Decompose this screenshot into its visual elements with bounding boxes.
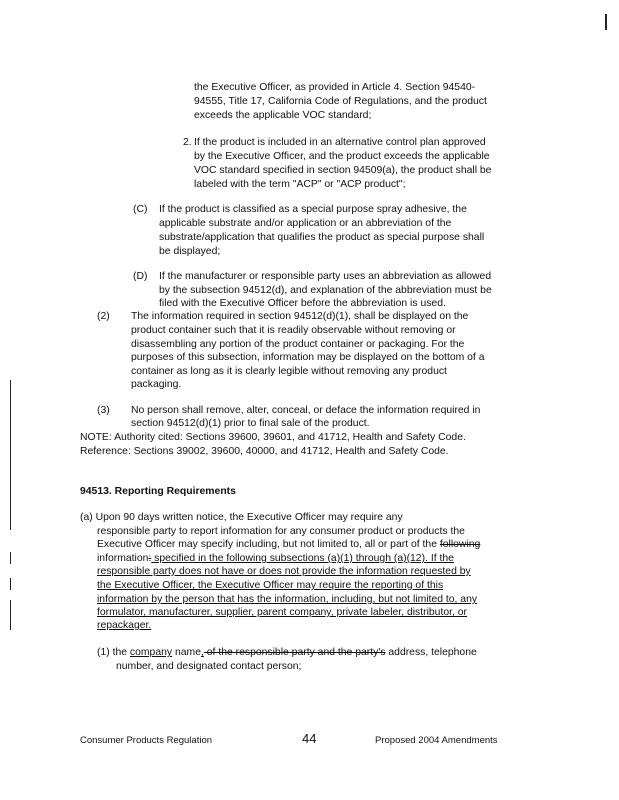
para-a-line-9: repackager. [97,620,152,631]
item-2-line-2: by the Executive Officer, and the product exceeds the applicable [194,151,490,162]
para-a1-line-1 [97,646,477,659]
article-cont-line-1: the Executive Officer, as provided in Article 4. Section 94540- [194,82,476,93]
scan-mark [605,14,607,30]
article-cont-line-3: exceeds the applicable VOC standard; [194,110,372,121]
item-c-line-2: applicable substrate and/or application or an abbreviation of the [159,218,452,229]
para-a-line-5: responsible party does not have or does not provide the information requested by [97,566,471,577]
sub-3-line-2: section 94512(d)(1) prior to final sale of the product. [131,418,370,429]
para-a-line-3-text: Executive Officer may specify including, but not limited to, all or part of the [97,539,437,550]
article-cont-line-2: 94555, Title 17, California Code of Regulations, and the product [194,96,487,107]
para-a-line-6: the Executive Officer, the Executive Officer may require the reporting of this [97,580,444,591]
sub-2-line-3: disassembling any portion of the product container or packaging. For the [131,339,465,350]
revision-bar-3 [10,578,11,590]
item-d-number: (D) [133,271,148,282]
item-2-line-4: labeled with the term "ACP" or "ACP product"; [194,179,406,190]
para-a-line-7: information by the person that has the information, including, but not limited to, any [97,594,478,605]
para-a1-prefix: (1) the [97,647,130,658]
para-a-line-1: (a) Upon 90 days written notice, the Executive Officer may require any [80,512,403,523]
para-a-line-4-text: information [97,553,149,564]
para-a-line-3 [97,538,480,551]
para-a-line-8: formulator, manufacturer, supplier, parent company, private labeler, distributor, or [97,607,468,618]
para-a1-comma: , [200,647,204,658]
sub-2-line-1: The information required in section 94512(d)(1), shall be displayed on the [131,311,469,322]
sub-3-number: (3) [97,405,110,416]
para-a-line-3-strike: following [439,539,481,550]
item-c-number: (C) [133,204,148,215]
para-a-line-4-strike: : [148,553,152,564]
sub-2-number: (2) [97,311,110,322]
para-a1-rest: address, telephone [385,647,477,658]
para-a1-strike: of the responsible party and the party's [203,647,386,658]
item-2-number: 2. [183,137,192,148]
sub-2-line-4: purposes of this subsection, information may be displayed on the bottom of a [131,352,485,363]
para-a-line-2: responsible party to report information for any consumer product or products the [97,526,465,537]
para-a-line-4-underline: specified in the following subsections (a)(1) through (a)(12). If the [151,553,454,564]
para-a1-company: company [129,647,173,658]
item-2-line-1: If the product is included in an alternative control plan approved [194,137,486,148]
item-d-line-3: filed with the Executive Officer before the abbreviation is used. [159,298,446,309]
item-c-line-4: be displayed; [159,246,221,257]
note-line-2: Reference: Sections 39002, 39600, 40000, and 41712, Health and Safety Code. [80,446,449,457]
section-heading: 94513. Reporting Requirements [80,486,236,497]
sub-2-line-6: packaging. [131,379,182,390]
page-number: 44 [302,731,317,746]
note-line-1: NOTE: Authority cited: Sections 39600, 39601, and 41712, Health and Safety Code. [80,432,466,443]
revision-bar-1 [10,380,11,530]
para-a-line-4 [97,552,454,565]
footer-right: Proposed 2004 Amendments [375,735,498,746]
item-c-line-1: If the product is classified as a special purpose spray adhesive, the [159,204,467,215]
item-d-line-1: If the manufacturer or responsible party uses an abbreviation as allowed [159,271,492,282]
revision-bar-2 [10,552,11,564]
item-2-line-3: VOC standard specified in section 94509(a), the product shall be [194,165,492,176]
sub-2-line-5: container as long as it is clearly legible without removing any product [131,366,447,377]
footer-left: Consumer Products Regulation [80,735,213,746]
sub-2-line-2: product container such that it is readily observable without removing or [131,325,456,336]
item-c-line-3: substrate/application that qualifies the product as special purpose shall [159,232,485,243]
para-a1-name: name [172,647,201,658]
sub-3-line-1: No person shall remove, alter, conceal, or deface the information required in [131,405,481,416]
revision-bar-4 [10,600,11,630]
para-a1-line-2: number, and designated contact person; [116,661,302,672]
item-d-line-2: by the subsection 94512(d), and explanation of the abbreviation must be [159,285,492,296]
